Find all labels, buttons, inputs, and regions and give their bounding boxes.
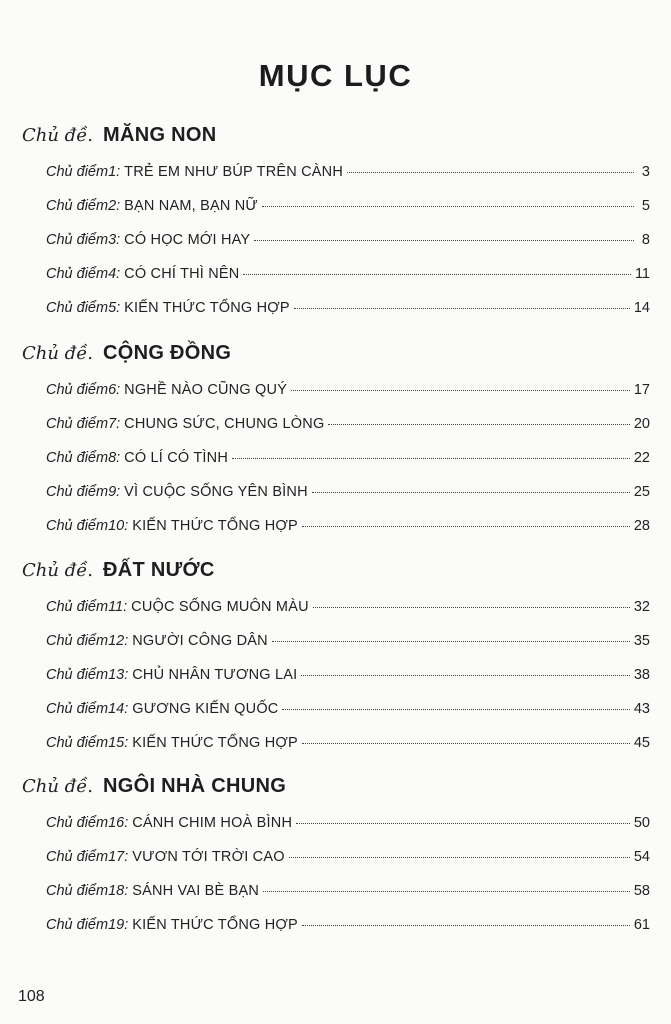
dot-leader bbox=[262, 206, 634, 207]
entry-page-number: 14 bbox=[633, 300, 650, 316]
dot-leader bbox=[291, 390, 630, 391]
entry-title: NGƯỜI CÔNG DÂN bbox=[132, 633, 268, 649]
entry-page-number: 3 bbox=[641, 164, 650, 180]
entry-title: NGHỀ NÀO CŨNG QUÝ bbox=[124, 382, 288, 398]
dot-leader bbox=[328, 424, 629, 425]
entry-number: 3: bbox=[108, 232, 121, 248]
entry-prefix: Chủ điểm bbox=[46, 416, 109, 432]
entry-title: CÁNH CHIM HOÀ BÌNH bbox=[132, 815, 293, 831]
entry-number: 4: bbox=[108, 266, 121, 282]
entry-page-number: 54 bbox=[633, 849, 650, 865]
topic-name: NGÔI NHÀ CHUNG bbox=[103, 775, 287, 797]
toc-entry[interactable] bbox=[46, 735, 650, 757]
topic-name: ĐẤT NƯỚC bbox=[103, 559, 215, 581]
dot-leader bbox=[302, 925, 630, 926]
dot-leader bbox=[313, 607, 630, 608]
dot-leader bbox=[263, 891, 630, 892]
entry-prefix: Chủ điểm bbox=[46, 599, 109, 615]
entry-page-number: 8 bbox=[641, 232, 650, 248]
entry-number: 17: bbox=[108, 849, 129, 865]
entry-number: 15: bbox=[108, 735, 129, 751]
toc-entry[interactable] bbox=[46, 701, 650, 723]
entry-title: TRẺ EM NHƯ BÚP TRÊN CÀNH bbox=[124, 164, 344, 180]
entry-page-number: 61 bbox=[633, 917, 650, 933]
toc-entry[interactable] bbox=[46, 164, 650, 186]
page-title: MỤC LỤC bbox=[258, 58, 413, 93]
entry-page-number: 11 bbox=[634, 266, 650, 282]
toc-entry[interactable] bbox=[46, 198, 650, 220]
toc-entry[interactable] bbox=[46, 382, 650, 404]
toc-entry[interactable] bbox=[46, 883, 650, 905]
entry-prefix: Chủ điểm bbox=[46, 266, 109, 282]
entry-title: VÌ CUỘC SỐNG YÊN BÌNH bbox=[124, 484, 308, 500]
entry-page-number: 43 bbox=[633, 701, 650, 717]
entry-number: 7: bbox=[108, 416, 121, 432]
dot-leader bbox=[312, 492, 630, 493]
topic-name: CỘNG ĐỒNG bbox=[103, 342, 232, 364]
toc-entry[interactable] bbox=[46, 815, 650, 837]
toc-entry[interactable] bbox=[46, 599, 650, 621]
entry-prefix: Chủ điểm bbox=[46, 849, 109, 865]
dot-leader bbox=[302, 526, 630, 527]
entry-number: 13: bbox=[108, 667, 129, 683]
entry-title: KIẾN THỨC TỔNG HỢP bbox=[132, 518, 298, 534]
toc-entry[interactable] bbox=[46, 849, 650, 871]
entry-prefix: Chủ điểm bbox=[46, 667, 109, 683]
entry-prefix: Chủ điểm bbox=[46, 198, 109, 214]
dot-leader bbox=[272, 641, 630, 642]
entry-page-number: 25 bbox=[633, 484, 650, 500]
entry-prefix: Chủ điểm bbox=[46, 300, 109, 316]
toc-entry[interactable] bbox=[46, 450, 650, 472]
dot-leader bbox=[289, 857, 630, 858]
entry-number: 19: bbox=[108, 917, 129, 933]
toc-entry[interactable] bbox=[46, 300, 650, 322]
dot-leader bbox=[243, 274, 630, 275]
entry-page-number: 28 bbox=[633, 518, 650, 534]
dot-leader bbox=[296, 823, 630, 824]
topic-prefix: Chủ đề. bbox=[22, 776, 93, 797]
toc-entry[interactable] bbox=[46, 266, 650, 288]
entry-prefix: Chủ điểm bbox=[46, 701, 109, 717]
entry-page-number: 58 bbox=[633, 883, 650, 899]
entry-page-number: 35 bbox=[633, 633, 650, 649]
topic-prefix: Chủ đề. bbox=[22, 343, 93, 364]
topic-prefix: Chủ đề. bbox=[22, 125, 93, 146]
dot-leader bbox=[282, 709, 629, 710]
entry-title: BẠN NAM, BẠN NỮ bbox=[124, 198, 258, 214]
entry-page-number: 17 bbox=[633, 382, 650, 398]
entry-prefix: Chủ điểm bbox=[46, 450, 109, 466]
entry-prefix: Chủ điểm bbox=[46, 917, 109, 933]
entry-number: 16: bbox=[108, 815, 129, 831]
topic-name: MĂNG NON bbox=[103, 124, 217, 146]
entry-page-number: 45 bbox=[633, 735, 650, 751]
dot-leader bbox=[232, 458, 630, 459]
entry-number: 10: bbox=[108, 518, 129, 534]
dot-leader bbox=[347, 172, 634, 173]
toc-entry[interactable] bbox=[46, 232, 650, 254]
entry-title: CÓ HỌC MỚI HAY bbox=[124, 232, 251, 248]
toc-entry[interactable] bbox=[46, 518, 650, 540]
dot-leader bbox=[301, 675, 630, 676]
entry-number: 18: bbox=[108, 883, 129, 899]
topic-heading bbox=[22, 342, 231, 372]
topic-heading bbox=[22, 124, 217, 154]
toc-entry[interactable] bbox=[46, 416, 650, 438]
toc-entry[interactable] bbox=[46, 917, 650, 939]
entry-prefix: Chủ điểm bbox=[46, 382, 109, 398]
dot-leader bbox=[294, 308, 630, 309]
entry-title: GƯƠNG KIẾN QUỐC bbox=[132, 701, 279, 717]
topic-prefix: Chủ đề. bbox=[22, 560, 93, 581]
entry-title: VƯƠN TỚI TRỜI CAO bbox=[132, 849, 285, 865]
dot-leader bbox=[254, 240, 634, 241]
entry-number: 2: bbox=[108, 198, 121, 214]
entry-title: CUỘC SỐNG MUÔN MÀU bbox=[131, 599, 309, 615]
entry-prefix: Chủ điểm bbox=[46, 815, 109, 831]
entry-number: 1: bbox=[108, 164, 121, 180]
toc-entry[interactable] bbox=[46, 484, 650, 506]
entry-title: CHỦ NHÂN TƯƠNG LAI bbox=[132, 667, 298, 683]
entry-page-number: 38 bbox=[633, 667, 650, 683]
entry-page-number: 50 bbox=[633, 815, 650, 831]
entry-page-number: 5 bbox=[641, 198, 650, 214]
topic-heading bbox=[22, 559, 215, 589]
entry-prefix: Chủ điểm bbox=[46, 735, 109, 751]
entry-title: KIẾN THỨC TỔNG HỢP bbox=[132, 735, 298, 751]
entry-number: 9: bbox=[108, 484, 121, 500]
entry-number: 6: bbox=[108, 382, 121, 398]
entry-number: 8: bbox=[108, 450, 121, 466]
toc-entry[interactable] bbox=[46, 667, 650, 689]
entry-page-number: 20 bbox=[633, 416, 650, 432]
entry-prefix: Chủ điểm bbox=[46, 164, 109, 180]
topic-heading bbox=[22, 775, 286, 805]
entry-number: 12: bbox=[108, 633, 129, 649]
entry-prefix: Chủ điểm bbox=[46, 633, 109, 649]
entry-title: CÓ CHÍ THÌ NÊN bbox=[124, 266, 240, 282]
entry-prefix: Chủ điểm bbox=[46, 232, 109, 248]
entry-title: KIẾN THỨC TỔNG HỢP bbox=[124, 300, 290, 316]
entry-number: 14: bbox=[108, 701, 129, 717]
entry-title: CÓ LÍ CÓ TÌNH bbox=[124, 450, 229, 466]
toc-entry[interactable] bbox=[46, 633, 650, 655]
entry-title: SÁNH VAI BÈ BẠN bbox=[132, 883, 260, 899]
entry-title: CHUNG SỨC, CHUNG LÒNG bbox=[124, 416, 325, 432]
entry-title: KIẾN THỨC TỔNG HỢP bbox=[132, 917, 298, 933]
entry-number: 11: bbox=[108, 599, 128, 615]
page-number: 108 bbox=[18, 988, 45, 1005]
entry-prefix: Chủ điểm bbox=[46, 883, 109, 899]
entry-number: 5: bbox=[108, 300, 121, 316]
dot-leader bbox=[302, 743, 630, 744]
entry-prefix: Chủ điểm bbox=[46, 518, 109, 534]
entry-page-number: 32 bbox=[633, 599, 650, 615]
entry-page-number: 22 bbox=[633, 450, 650, 466]
entry-prefix: Chủ điểm bbox=[46, 484, 109, 500]
